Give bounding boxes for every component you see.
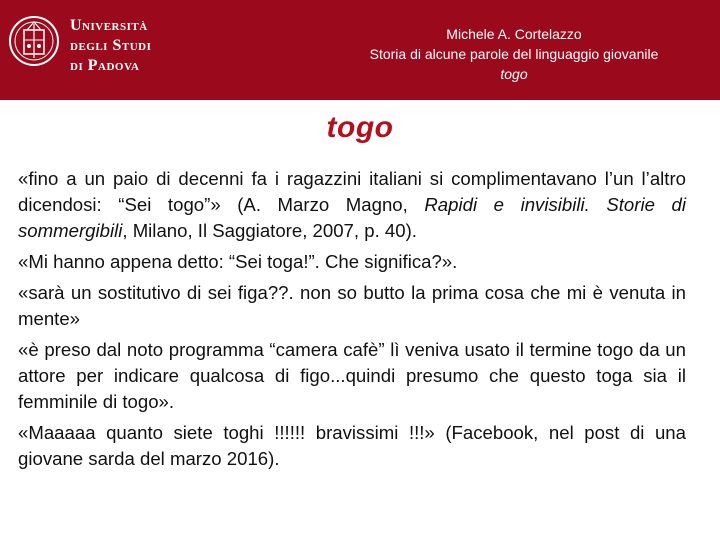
- slide-title: togo: [326, 111, 394, 144]
- quote-1-text: «fino a un paio di decenni fa i ragazzini italiani si complimentavano l’un l’altro dicendosi: “Sei togo”» (A. Marzo Magno,: [18, 168, 686, 215]
- university-name-line-1: Università: [70, 17, 148, 34]
- quote-3: «sarà un sostitutivo di sei figa??. non so butto la prima cosa che mi è venuta in mente»: [18, 282, 686, 329]
- university-seal-icon: [8, 6, 60, 76]
- university-name: [70, 16, 151, 76]
- quote-1: [18, 166, 686, 244]
- quote-5: «Maaaaa quanto siete toghi !!!!!! bravissimi !!!» (Facebook, nel post di una giovane sarda del marzo 2016).: [18, 422, 686, 469]
- university-name-line-3: di Padova: [70, 57, 140, 74]
- header-banner: [0, 0, 720, 100]
- slide-content: [18, 166, 686, 477]
- book-title: Rapidi e invisibili. Storie di sommergibili: [18, 194, 686, 241]
- author-name: Michele A. Cortelazzo: [446, 26, 582, 42]
- course-title: Storia di alcune parole del linguaggio giovanile: [369, 46, 659, 62]
- quote-4: «è preso dal noto programma “camera cafè” lì veniva usato il termine togo da un attore per indicare qualcosa di figo...quindi presumo che questo toga sia il femminile di togo».: [18, 339, 686, 412]
- topic-label: togo: [500, 66, 528, 82]
- header-info: [324, 24, 704, 84]
- quote-2: «Mi hanno appena detto: “Sei toga!”. Che significa?».: [18, 251, 458, 272]
- quote-1-source: , Milano, Il Saggiatore, 2007, p. 40).: [122, 220, 417, 241]
- university-name-line-2: degli Studi: [70, 37, 152, 54]
